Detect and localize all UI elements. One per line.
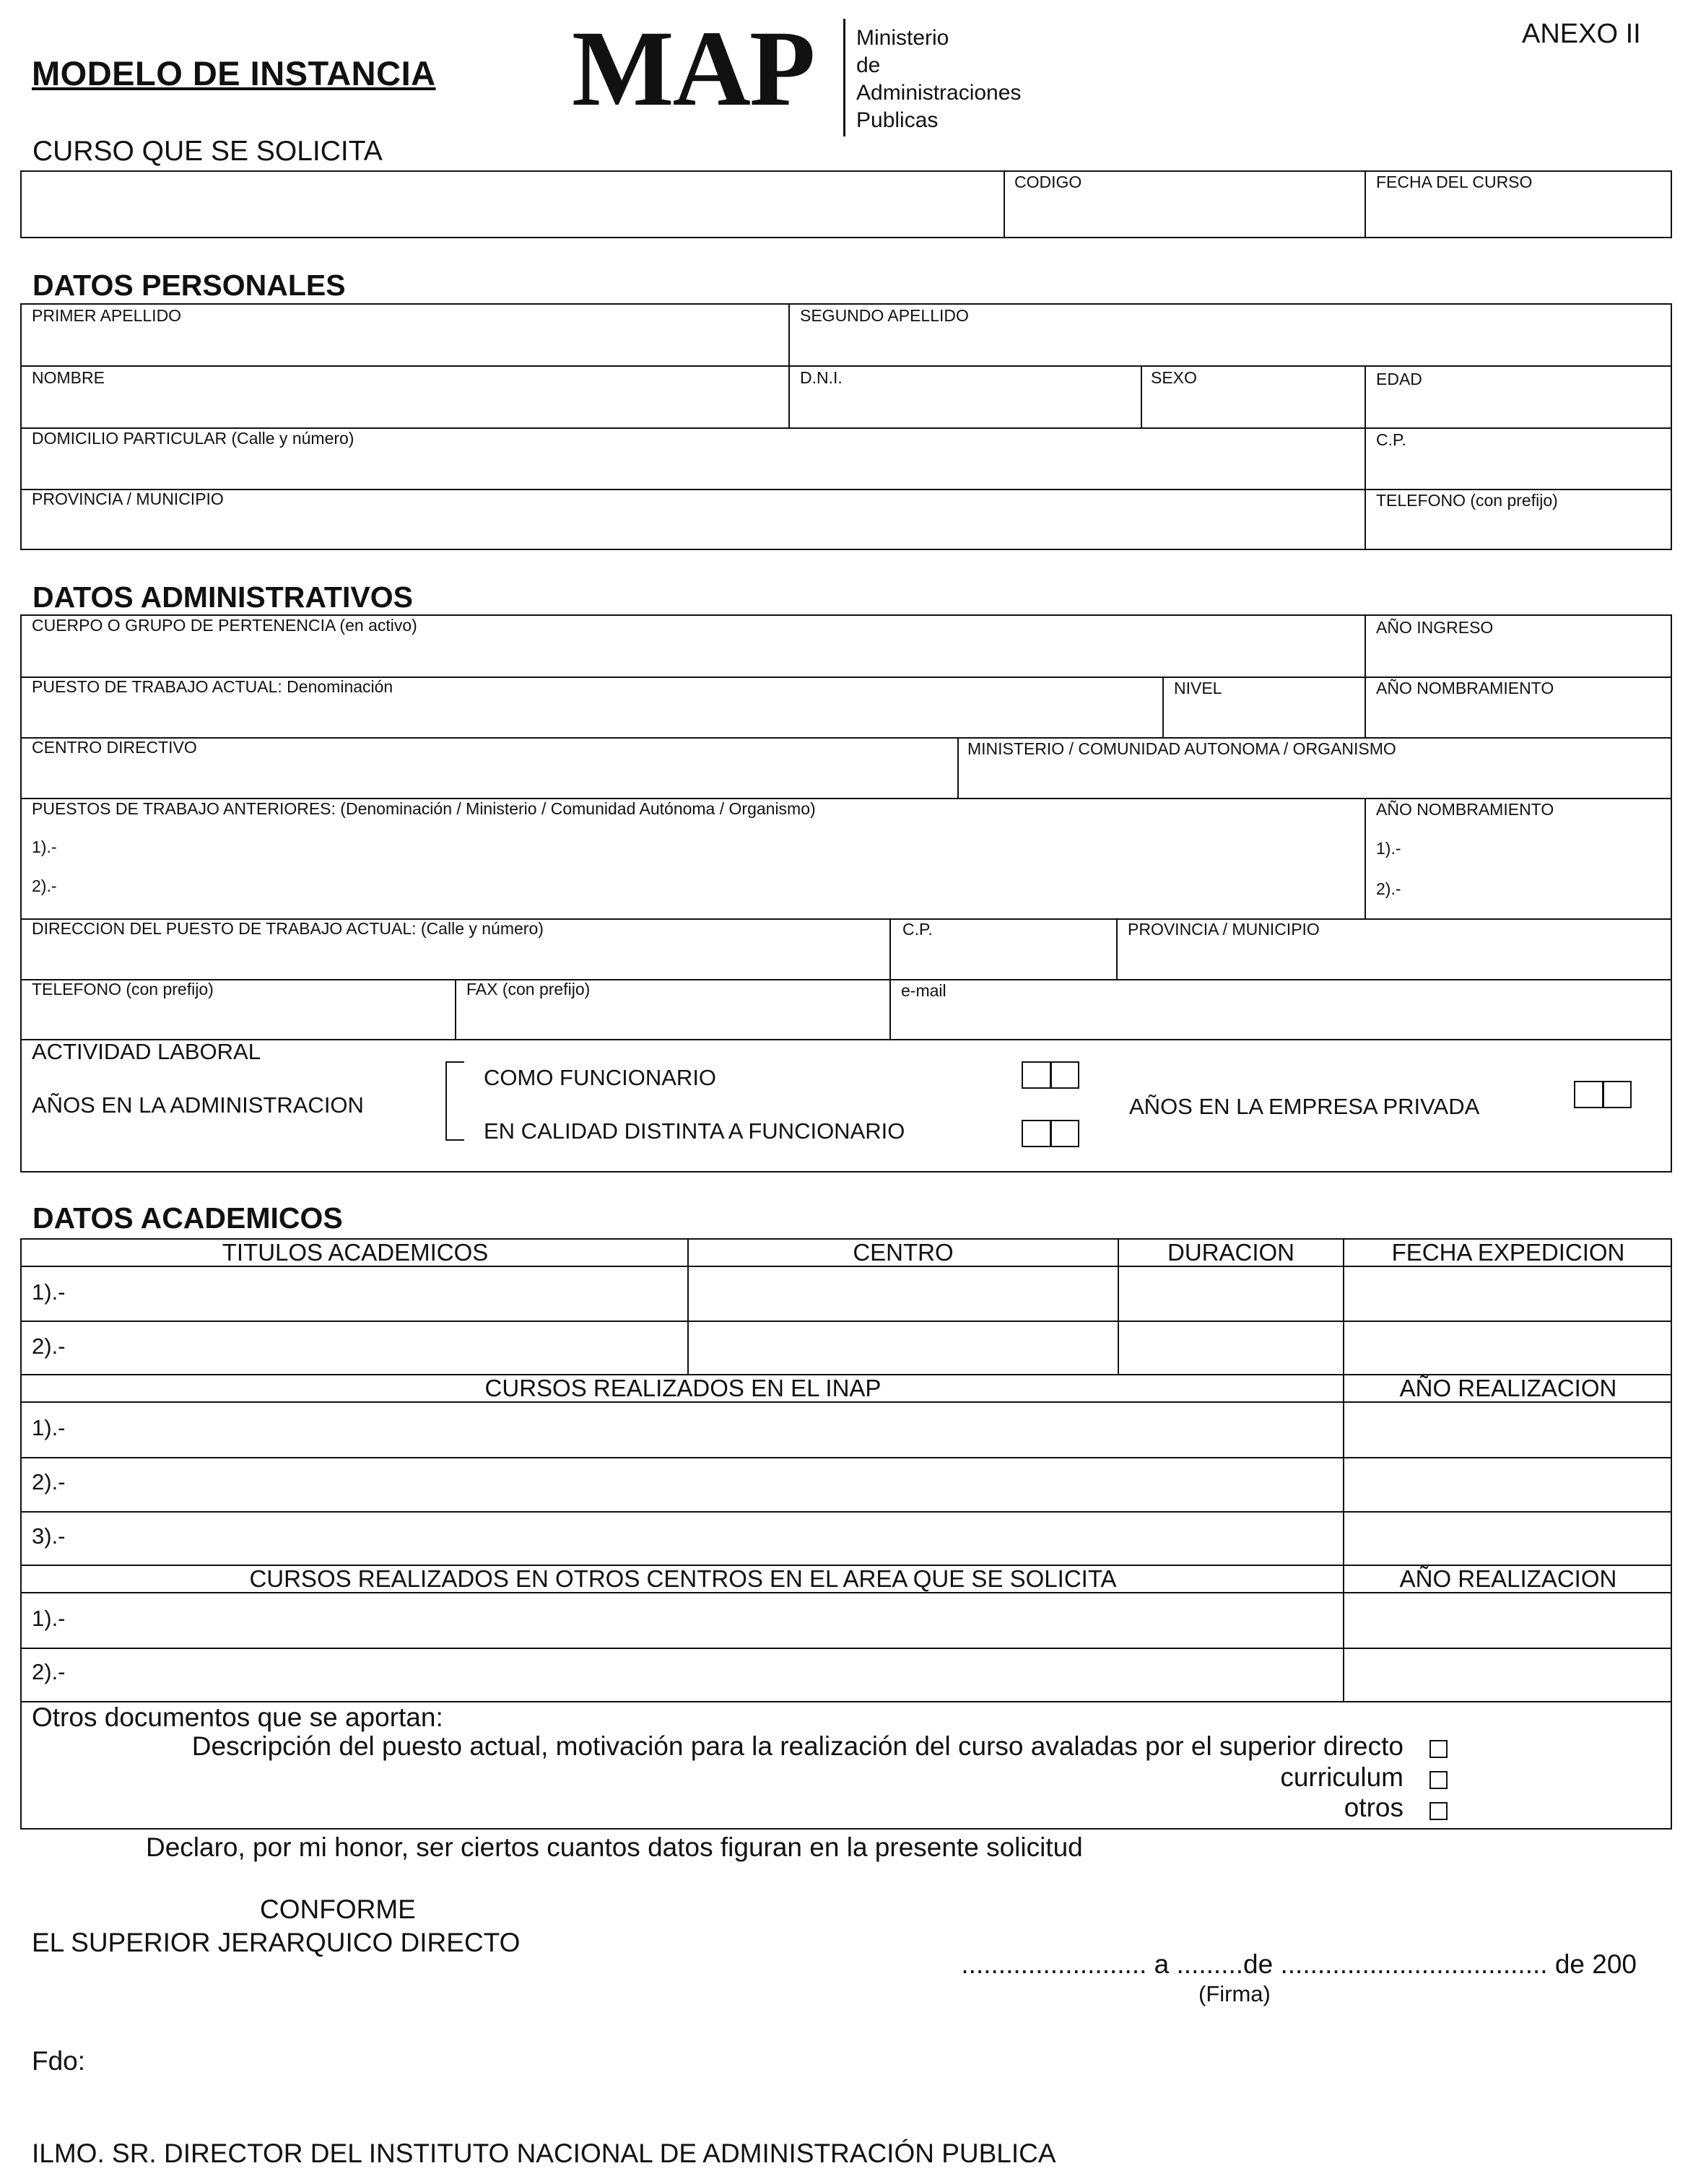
divider — [1365, 170, 1366, 238]
bracket-icon — [445, 1061, 464, 1141]
divider — [1004, 170, 1005, 238]
divider — [20, 1039, 1672, 1040]
puestos-anteriores-label: PUESTOS DE TRABAJO ANTERIORES: (Denominación / Ministerio / Comunidad Autónoma / Organismo) — [32, 799, 816, 818]
duracion-column-header: DURACION — [1167, 1239, 1294, 1266]
edad-label: EDAD — [1376, 370, 1422, 388]
divider — [20, 489, 1672, 490]
annex-label: ANEXO II — [1522, 19, 1641, 49]
email-label: e-mail — [901, 981, 946, 1000]
primer-apellido-label: PRIMER APELLIDO — [32, 306, 182, 325]
datos-administrativos-heading: DATOS ADMINISTRATIVOS — [32, 580, 413, 614]
telefono-trabajo-label: TELEFONO (con prefijo) — [32, 980, 214, 999]
divider — [1116, 918, 1118, 979]
cp-trabajo-label: C.P. — [902, 920, 933, 939]
ministerio-label: MINISTERIO / COMUNIDAD AUTONOMA / ORGANISMO — [967, 739, 1396, 758]
centro-column-header: CENTRO — [853, 1239, 954, 1266]
nombre-field[interactable] — [23, 368, 787, 426]
segundo-apellido-label: SEGUNDO APELLIDO — [800, 306, 969, 325]
anios-empresa-privada-digits[interactable] — [1574, 1081, 1632, 1108]
fecha-firma-line[interactable]: ......................... a .........de .................................... de 200 — [961, 1949, 1637, 1979]
direccion-label: DIRECCION DEL PUESTO DE TRABAJO ACTUAL: (Calle y número) — [32, 919, 544, 938]
divider — [889, 918, 891, 1039]
inap-row-number: 1).- — [32, 1415, 66, 1440]
otros-row-number: 2).- — [32, 1659, 66, 1684]
fecha-expedicion-column-header: FECHA EXPEDICION — [1391, 1239, 1625, 1266]
divider — [20, 1592, 1672, 1593]
table-cell[interactable] — [1120, 1269, 1341, 1319]
codigo-label: CODIGO — [1014, 173, 1082, 191]
otros-label: otros — [1344, 1793, 1403, 1822]
curso-label: CURSO QUE SE SOLICITA — [32, 136, 383, 167]
inap-row-number: 3).- — [32, 1523, 66, 1549]
puestos-anteriores-field[interactable] — [23, 801, 1363, 917]
domicilio-label: DOMICILIO PARTICULAR (Calle y número) — [32, 429, 354, 448]
table-row[interactable] — [23, 1650, 1341, 1700]
table-row[interactable] — [23, 1460, 1341, 1510]
cuerpo-label: CUERPO O GRUPO DE PERTENENCIA (en activo) — [32, 616, 417, 635]
otros-centros-header: CURSOS REALIZADOS EN OTROS CENTROS EN EL AREA QUE SE SOLICITA — [249, 1565, 1117, 1592]
titulo-row-number: 1).- — [32, 1279, 66, 1305]
table-row[interactable] — [23, 1514, 1341, 1563]
superior-jerarquico-label: EL SUPERIOR JERARQUICO DIRECTO — [32, 1928, 521, 1957]
dni-label: D.N.I. — [800, 368, 843, 387]
puesto-actual-label: PUESTO DE TRABAJO ACTUAL: Denominación — [32, 677, 393, 696]
cp-label: C.P. — [1376, 430, 1406, 449]
curriculum-checkbox[interactable] — [1429, 1771, 1448, 1789]
ministry-name — [856, 25, 1021, 134]
cp-field[interactable] — [1367, 430, 1669, 487]
datos-academicos-heading: DATOS ACADEMICOS — [32, 1201, 343, 1235]
titulo-row-number: 2).- — [32, 1334, 66, 1359]
anio-realizacion-header: AÑO REALIZACION — [1399, 1565, 1617, 1592]
ministry-line: Publicas — [856, 108, 939, 132]
table-cell[interactable] — [1346, 1269, 1669, 1319]
divider — [957, 737, 959, 798]
divider — [20, 365, 1672, 367]
divider — [20, 1511, 1672, 1513]
anios-administracion-label: AÑOS EN LA ADMINISTRACION — [32, 1092, 364, 1118]
provincia-trabajo-label: PROVINCIA / MUNICIPIO — [1128, 920, 1320, 939]
declaracion-text: Declaro, por mi honor, ser ciertos cuantos datos figuran en la presente solicitud — [146, 1832, 1083, 1862]
firma-label: (Firma) — [1198, 1981, 1271, 2006]
nivel-label: NIVEL — [1174, 679, 1222, 697]
puesto-anterior-2-number: 2).- — [32, 876, 57, 895]
divider — [455, 979, 456, 1039]
divider — [20, 1457, 1672, 1458]
otros-checkbox[interactable] — [1429, 1802, 1448, 1820]
divider — [1343, 1238, 1344, 1701]
empresa-privada-label: AÑOS EN LA EMPRESA PRIVADA — [1129, 1094, 1480, 1119]
puesto-anterior-1-number: 1).- — [32, 838, 57, 856]
email-field[interactable] — [892, 982, 1669, 1037]
curriculum-label: curriculum — [1280, 1762, 1403, 1792]
logo-divider — [843, 19, 845, 136]
divider — [20, 1266, 1672, 1267]
inap-courses-header: CURSOS REALIZADOS EN EL INAP — [484, 1375, 882, 1401]
conforme-label: CONFORME — [260, 1894, 416, 1924]
provincia-field[interactable] — [23, 492, 1363, 549]
divider — [1365, 614, 1366, 737]
table-cell[interactable] — [1120, 1323, 1341, 1372]
fdo-label: Fdo: — [32, 2046, 86, 2076]
table-row[interactable] — [23, 1269, 686, 1319]
anio-realizacion-header: AÑO REALIZACION — [1399, 1375, 1617, 1401]
nombre-label: NOMBRE — [32, 368, 105, 387]
table-cell[interactable] — [690, 1269, 1116, 1319]
divider — [788, 303, 790, 427]
curso-input[interactable] — [23, 173, 1002, 235]
anios-distinta-digits[interactable] — [1022, 1120, 1079, 1147]
centro-directivo-label: CENTRO DIRECTIVO — [32, 738, 197, 757]
inap-row-number: 2).- — [32, 1469, 66, 1495]
table-row[interactable] — [23, 1595, 1341, 1646]
datos-personales-heading: DATOS PERSONALES — [32, 269, 346, 302]
fax-label: FAX (con prefijo) — [466, 980, 591, 999]
descripcion-puesto-label: Descripción del puesto actual, motivación para la realización del curso avaladas por el superior directo — [191, 1731, 1403, 1761]
ministry-line: Administraciones — [856, 81, 1022, 105]
ministry-line: de — [856, 53, 881, 77]
divider — [1162, 676, 1164, 737]
director-addressee: ILMO. SR. DIRECTOR DEL INSTITUTO NACIONAL DE ADMINISTRACIÓN PUBLICA — [32, 2139, 1056, 2168]
distinta-funcionario-label: EN CALIDAD DISTINTA A FUNCIONARIO — [484, 1118, 905, 1144]
divider — [20, 1648, 1672, 1649]
anio-nombramiento-label: AÑO NOMBRAMIENTO — [1376, 679, 1554, 697]
descripcion-puesto-checkbox[interactable] — [1429, 1740, 1448, 1758]
anio-nombramiento-anteriores-label: AÑO NOMBRAMIENTO — [1376, 800, 1554, 819]
anio-ingreso-label: AÑO INGRESO — [1376, 618, 1494, 637]
table-cell[interactable] — [690, 1323, 1116, 1372]
divider — [20, 1401, 1672, 1403]
fecha-curso-label: FECHA DEL CURSO — [1376, 173, 1533, 191]
divider — [20, 979, 1672, 980]
map-logo: MAP — [572, 9, 814, 129]
dni-field[interactable] — [791, 368, 1139, 426]
anio-anterior-1-number: 1).- — [1376, 839, 1401, 858]
telefono-label: TELEFONO (con prefijo) — [1376, 491, 1558, 510]
divider — [1141, 365, 1142, 427]
table-row[interactable] — [23, 1323, 686, 1372]
anios-funcionario-digits[interactable] — [1022, 1061, 1079, 1089]
divider — [1365, 365, 1366, 550]
titulos-column-header: TITULOS ACADEMICOS — [222, 1239, 489, 1266]
sexo-label: SEXO — [1151, 368, 1197, 387]
provincia-label: PROVINCIA / MUNICIPIO — [32, 490, 224, 508]
actividad-laboral-label: ACTIVIDAD LABORAL — [32, 1039, 261, 1064]
como-funcionario-label: COMO FUNCIONARIO — [484, 1065, 717, 1090]
form-title: MODELO DE INSTANCIA — [32, 54, 436, 92]
otros-row-number: 1).- — [32, 1606, 66, 1631]
ministry-line: Ministerio — [856, 26, 949, 50]
table-cell[interactable] — [1346, 1323, 1669, 1372]
divider — [1365, 798, 1366, 918]
table-row[interactable] — [23, 1404, 1341, 1456]
anio-anterior-2-number: 2).- — [1376, 879, 1401, 898]
otros-documentos-label: Otros documentos que se aportan: — [32, 1702, 443, 1732]
divider — [20, 1321, 1672, 1322]
divider — [20, 737, 1672, 739]
